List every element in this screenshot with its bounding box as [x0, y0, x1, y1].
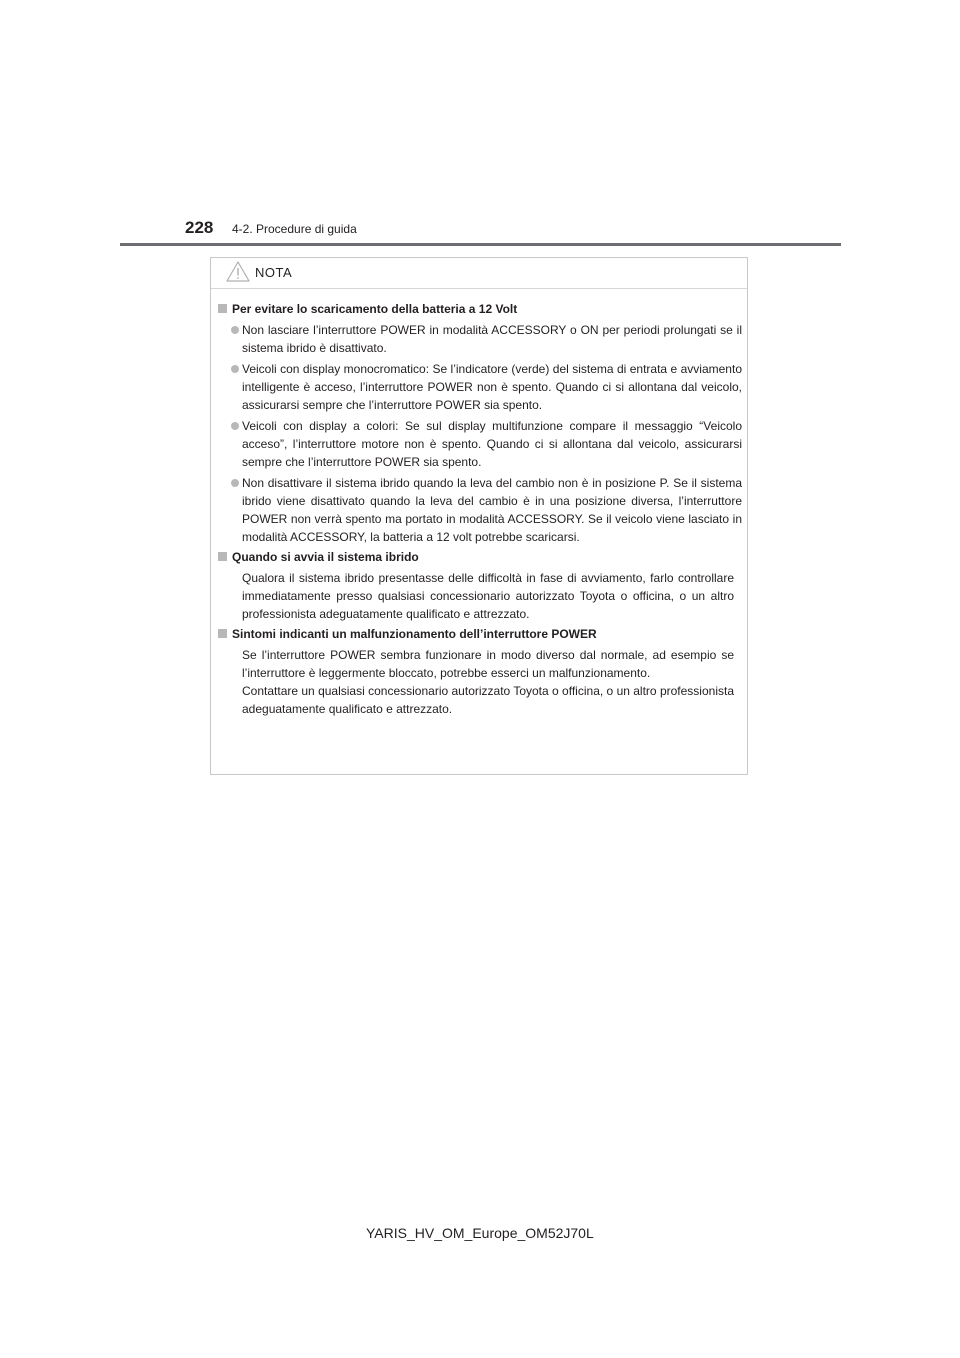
paragraph: Contattare un qualsiasi concessionario autorizzato Toyota o officina, o un altro professionista adeguatamente qualificato e attrezzato. — [242, 684, 734, 716]
list-item-text: Veicoli con display monocromatico: Se l’indicatore (verde) del sistema di entrata e avviamento intelligente è acceso, l’interruttore POWER non è spento. Quando ci si allontana dal veicolo, assicurarsi sempre che l’interruttore POWER sia spento. — [242, 362, 742, 412]
section-heading-text: Quando si avvia il sistema ibrido — [232, 550, 419, 564]
list-item — [218, 417, 742, 471]
section-heading — [218, 300, 742, 318]
page-number: 228 — [185, 218, 214, 237]
square-bullet-icon — [218, 304, 227, 313]
note-label: NOTA — [255, 265, 293, 280]
list-item-text: Non disattivare il sistema ibrido quando la leva del cambio non è in posizione P. Se il sistema ibrido viene disattivato quando la leva del cambio è in una posizione diversa, l’interruttore POWER non verrà spento ma portato in modalità ACCESSORY. Se il veicolo viene lasciato in modalità ACCESSORY, la batteria a 12 volt potrebbe scaricarsi. — [242, 476, 742, 544]
round-bullet-icon — [231, 365, 239, 373]
list-item — [218, 321, 742, 357]
list-item — [218, 360, 742, 414]
paragraph: Se l’interruttore POWER sembra funzionare in modo diverso dal normale, ad esempio se l’interruttore è leggermente bloccato, potrebbe esserci un malfunzionamento. — [242, 648, 734, 680]
round-bullet-icon — [231, 326, 239, 334]
footer-doc-id: YARIS_HV_OM_Europe_OM52J70L — [366, 1225, 594, 1241]
section-title: 4-2. Procedure di guida — [232, 222, 357, 236]
header-rule — [120, 243, 841, 246]
note-header — [211, 258, 747, 289]
section-heading-text: Sintomi indicanti un malfunzionamento dell’interruttore POWER — [232, 627, 597, 641]
list-item — [218, 474, 742, 546]
square-bullet-icon — [218, 629, 227, 638]
paragraph: Qualora il sistema ibrido presentasse delle difficoltà in fase di avviamento, farlo controllare immediatamente presso qualsiasi concessionario autorizzato Toyota o officina, o un altro professionista adeguatamente qualificato e attrezzato. — [242, 571, 734, 621]
section-heading-text: Per evitare lo scaricamento della batteria a 12 Volt — [232, 302, 518, 316]
section-heading — [218, 625, 742, 643]
note-box — [210, 257, 748, 775]
warning-triangle-icon — [226, 261, 250, 282]
note-content — [218, 300, 742, 718]
list-item-text: Veicoli con display a colori: Se sul display multifunzione compare il messaggio “Veicolo acceso”, l’interruttore motore non è spento. Quando ci si allontana dal veicolo, assicurarsi sempre che l’interruttore POWER sia spento. — [242, 419, 742, 469]
section-heading — [218, 548, 742, 566]
square-bullet-icon — [218, 552, 227, 561]
round-bullet-icon — [231, 479, 239, 487]
list-item-text: Non lasciare l’interruttore POWER in modalità ACCESSORY o ON per periodi prolungati se il sistema ibrido è disattivato. — [242, 323, 742, 355]
round-bullet-icon — [231, 422, 239, 430]
